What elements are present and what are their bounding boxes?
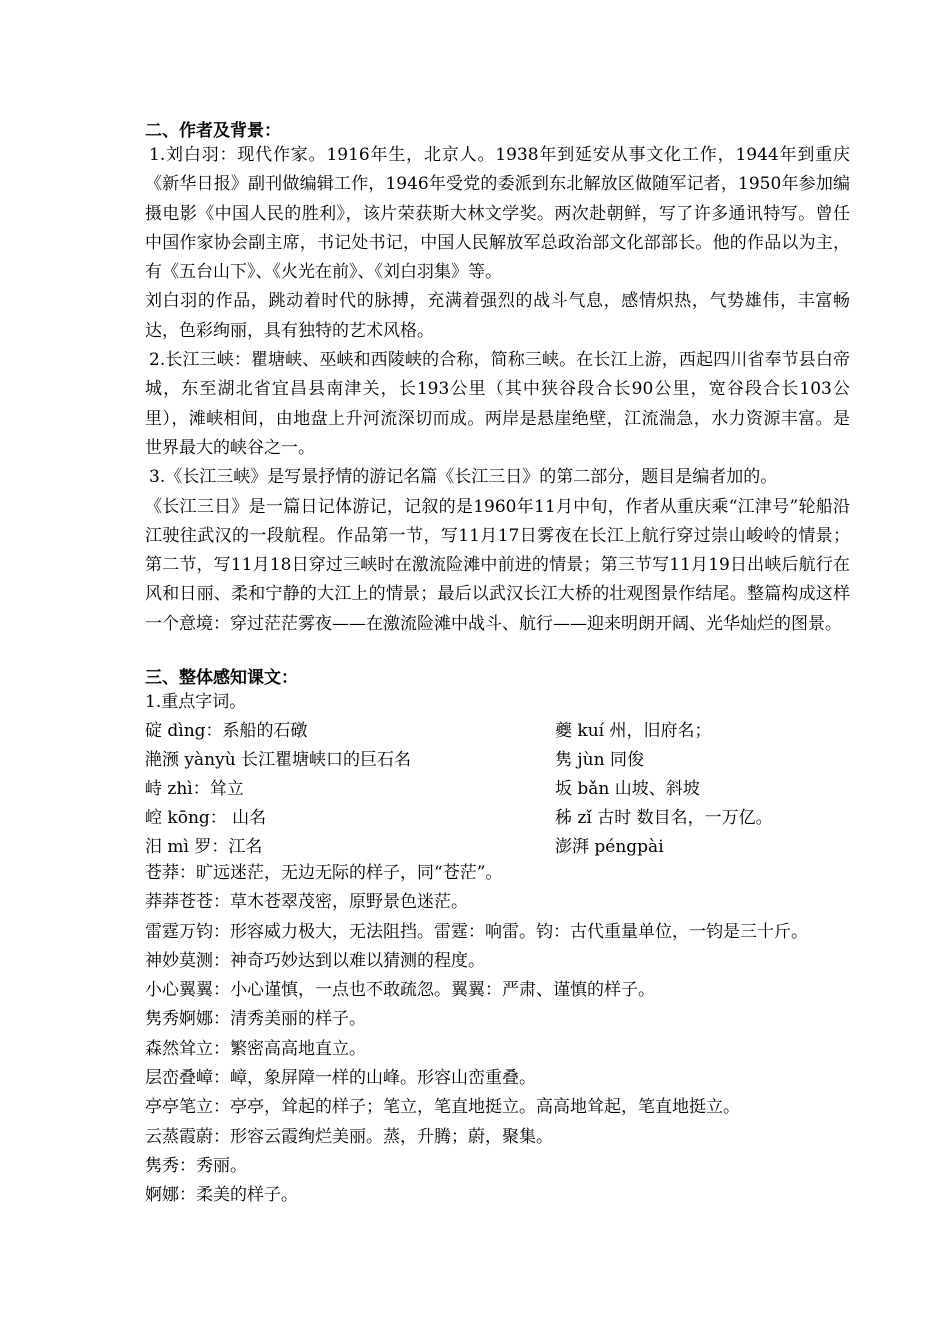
section-heading-overview: 三、整体感知课文： [145, 668, 298, 688]
definition-item: 层峦叠嶂：嶂，象屏障一样的山峰。形容山峦重叠。 [145, 1068, 536, 1089]
vocab-term: 碇 dìng：系船的石礅 [145, 721, 308, 741]
paragraph-liu-style: 刘白羽的作品，跳动着时代的脉搏，充满着强烈的战斗气息，感情炽热，气势雄伟，丰富畅达，色彩绚丽，具有独特的艺术风格。 [145, 291, 850, 341]
definitions-list [145, 859, 850, 1211]
vocab-term: 秭 zǐ 古时 数目名，一万亿。 [555, 808, 773, 828]
definition-item: 苍莽：旷远迷茫，无边无际的样子，同“苍茫”。 [145, 863, 503, 883]
vocab-term: 坂 bǎn 山坡、斜坡 [555, 779, 700, 799]
author-background-body [145, 141, 850, 639]
vocab-term: 夔 kuí 州，旧府名； [555, 721, 712, 741]
paragraph-article-origin: 3.《长江三峡》是写景抒情的游记名篇《长江三日》的第二部分，题目是编者加的。 [149, 467, 778, 488]
vocab-row [145, 745, 850, 774]
section-heading-author-background: 二、作者及背景： [145, 121, 281, 141]
definition-item: 亭亭笔立：亭亭，耸起的样子；笔立，笔直地挺立。高高地耸起，笔直地挺立。 [145, 1097, 740, 1118]
definition-item: 森然耸立：繁密高高地直立。 [145, 1038, 366, 1059]
vocab-term: 崆 kōng： 山名 [145, 808, 267, 828]
vocab-row [145, 803, 850, 832]
paragraph-three-days: 《长江三日》是一篇日记体游记，记叙的是1960年11月中旬，作者从重庆乘“江津号”轮船沿江驶往武汉的一段航程。作品第一节，写11月17日雾夜在长江上航行穿过崇山峻岭的情景；第二节，写11月18日穿过三峡时在激流险滩中前进的情景；第三节写11月19日出峡后航行在风和日丽、柔和宁静的大江上的情景；最后以武汉长江大桥的壮观图景作结尾。整篇构成这样一个意境：穿过茫茫雾夜——在激流险滩中战斗、航行——迎来明朗开阔、光华灿烂的图景。 [145, 496, 850, 634]
definition-item: 雷霆万钧：形容威力极大，无法阻挡。雷霆：响雷。钧：古代重量单位，一钧是三十斤。 [145, 921, 808, 942]
vocab-term: 峙 zhì：耸立 [145, 779, 244, 799]
definition-item: 云蒸霞蔚：形容云霞绚烂美丽。蒸，升腾；蔚，聚集。 [145, 1126, 553, 1147]
definition-item: 隽秀：秀丽。 [145, 1155, 247, 1176]
definition-item: 神妙莫测：神奇巧妙达到以难以猜测的程度。 [145, 950, 485, 971]
vocab-term: 隽 jùn 同俊 [555, 750, 644, 770]
vocab-term: 滟滪 yànyù 长江瞿塘峡口的巨石名 [145, 750, 412, 770]
paragraph-liu-baiyu: 1.刘白羽：现代作家。1916年生，北京人。1938年到延安从事文化工作，1944年到重庆《新华日报》副刊做编辑工作，1946年受党的委派到东北解放区做随军记者，1950年参加编摄电影《中国人民的胜利》，该片荣获斯大林文学奖。两次赴朝鲜，写了许多通讯特写。曾任中国作家协会副主席，书记处书记，中国人民解放军总政治部文化部部长。他的作品以为主，有《五台山下》、《火光在前》、《刘白羽集》等。 [145, 145, 850, 283]
vocab-term: 汨 mì 罗：江名 [145, 837, 263, 857]
vocab-term: 澎湃 péngpài [555, 837, 664, 857]
definition-item: 隽秀婀娜：清秀美丽的样子。 [145, 1009, 366, 1030]
vocab-row [145, 716, 850, 745]
vocab-row [145, 774, 850, 803]
vocab-row [145, 832, 850, 861]
definition-item: 莽莽苍苍：草木苍翠茂密，原野景色迷茫。 [145, 892, 468, 913]
definition-item: 小心翼翼：小心谨慎，一点也不敢疏忽。翼翼：严肃、谨慎的样子。 [145, 980, 655, 1001]
subheading-key-words: 1.重点字词。 [145, 692, 247, 712]
paragraph-three-gorges: 2.长江三峡：瞿塘峡、巫峡和西陵峡的合称，简称三峡。在长江上游，西起四川省奉节县白帝城，东至湖北省宜昌县南津关，长193公里（其中狭谷段合长90公里，宽谷段合长103公里），滩峡相间，由地盘上升河流深切而成。两岸是悬崖绝壁，江流湍急，水力资源丰富。是世界最大的峡谷之一。 [145, 350, 850, 458]
definition-item: 婀娜：柔美的样子。 [145, 1185, 298, 1206]
